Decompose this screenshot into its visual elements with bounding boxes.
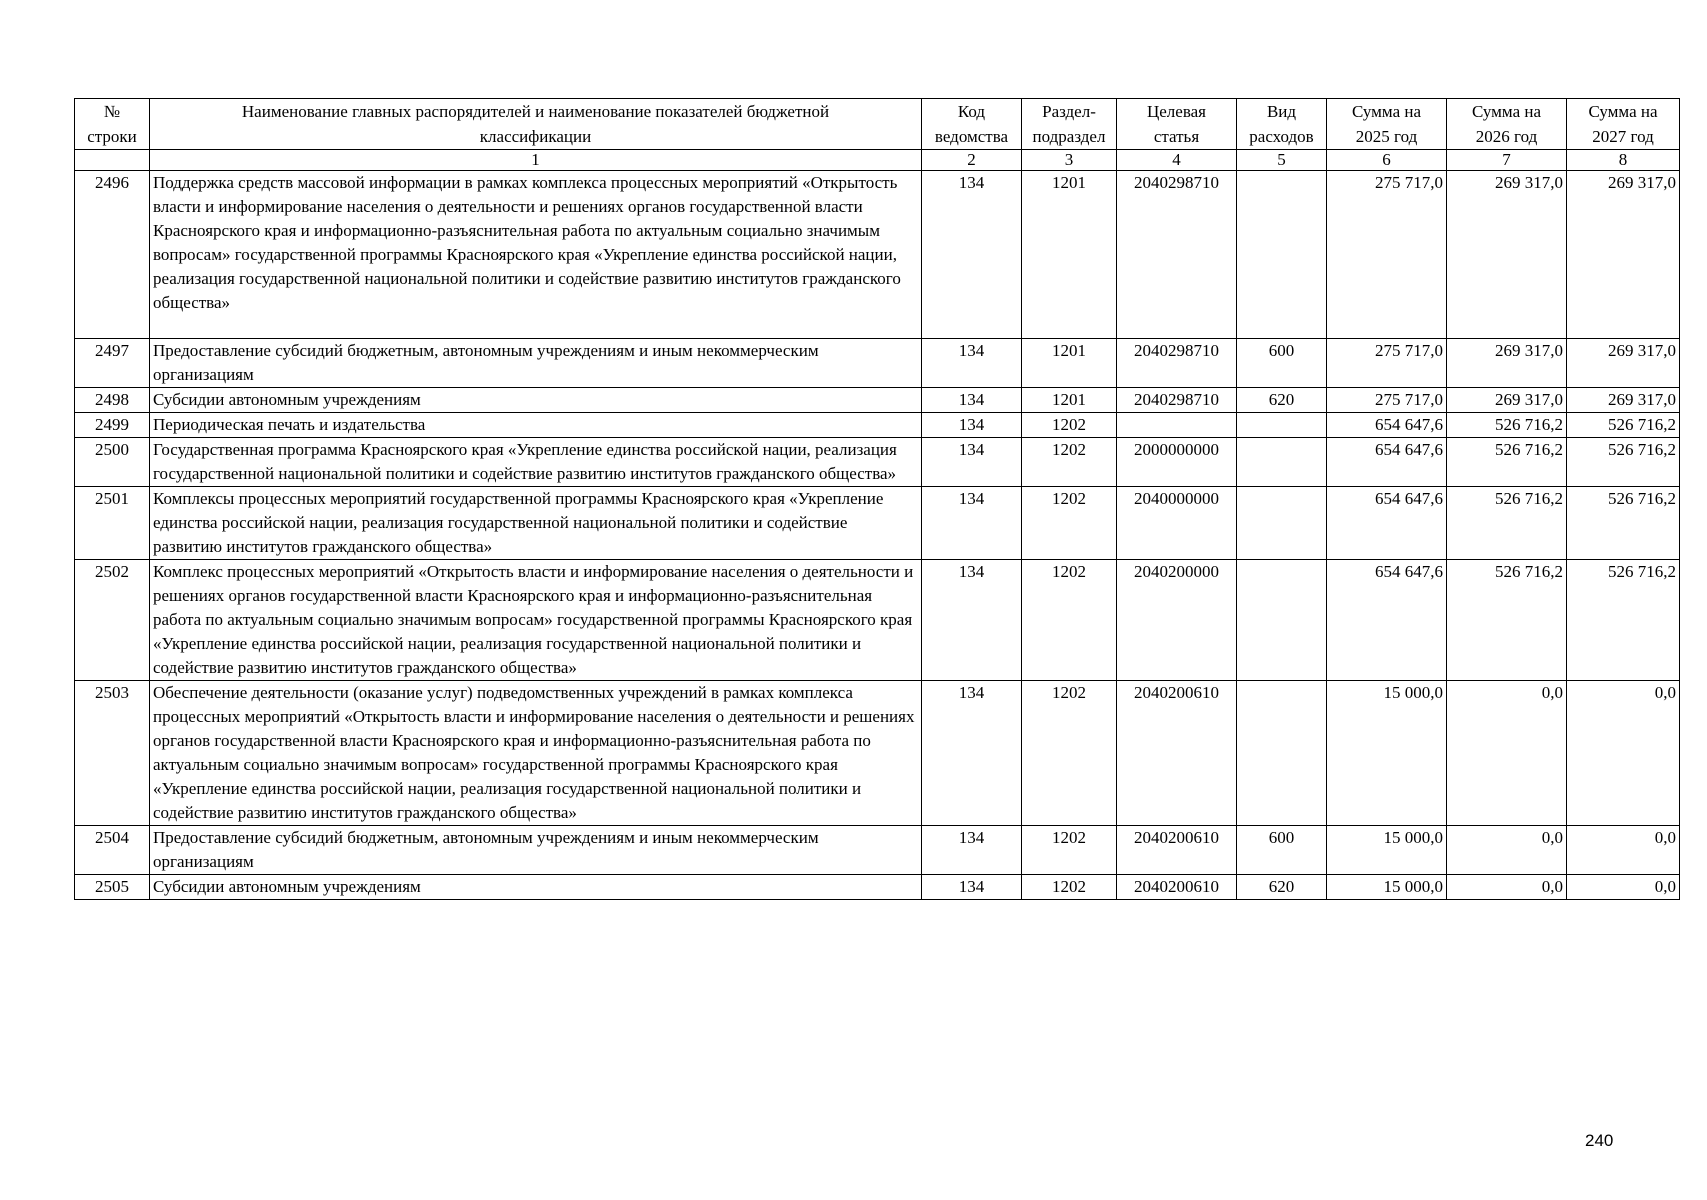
column-number: 2	[922, 150, 1022, 171]
header-target-article: Целевая статья	[1117, 99, 1237, 150]
column-number-row	[75, 150, 1680, 171]
row-sum-2027: 526 716,2	[1567, 413, 1680, 438]
row-name: Поддержка средств массовой информации в рамках комплекса процессных мероприятий «Открытость власти и информирование населения о деятельности и решениях органов государственной власти Красноярского края и информационно-разъяснительная работа по актуальным социально значимым вопросам» государственной программы Красноярского края «Укрепление единства российской нации, реализация государственной национальной политики и содействие развитию институтов гражданского общества»	[150, 171, 922, 339]
row-expense-type	[1237, 438, 1327, 487]
row-sum-2026: 526 716,2	[1447, 438, 1567, 487]
row-sum-2025: 654 647,6	[1327, 413, 1447, 438]
row-target-article: 2040298710	[1117, 171, 1237, 339]
row-sum-2026: 0,0	[1447, 681, 1567, 826]
row-name: Субсидии автономным учреждениям	[150, 388, 922, 413]
row-number: 2505	[75, 875, 150, 900]
row-dept-code: 134	[922, 413, 1022, 438]
row-expense-type: 620	[1237, 388, 1327, 413]
row-section: 1202	[1022, 681, 1117, 826]
row-target-article: 2040200610	[1117, 826, 1237, 875]
table-header-row	[75, 99, 1680, 150]
row-dept-code: 134	[922, 681, 1022, 826]
column-number: 6	[1327, 150, 1447, 171]
row-sum-2025: 15 000,0	[1327, 875, 1447, 900]
table-row	[75, 413, 1680, 438]
page-number: 240	[1585, 1131, 1614, 1150]
column-number: 4	[1117, 150, 1237, 171]
row-expense-type	[1237, 413, 1327, 438]
row-dept-code: 134	[922, 171, 1022, 339]
row-number: 2497	[75, 339, 150, 388]
row-number: 2498	[75, 388, 150, 413]
row-sum-2026: 526 716,2	[1447, 413, 1567, 438]
row-dept-code: 134	[922, 826, 1022, 875]
budget-table	[74, 98, 1680, 900]
row-expense-type: 600	[1237, 339, 1327, 388]
header-name: Наименование главных распорядителей и наименование показателей бюджетной классификации	[150, 99, 922, 150]
header-dept-code: Код ведомства	[922, 99, 1022, 150]
row-number: 2504	[75, 826, 150, 875]
row-number: 2500	[75, 438, 150, 487]
row-sum-2026: 269 317,0	[1447, 388, 1567, 413]
row-dept-code: 134	[922, 339, 1022, 388]
row-target-article: 2040000000	[1117, 487, 1237, 560]
row-expense-type	[1237, 171, 1327, 339]
row-section: 1201	[1022, 388, 1117, 413]
header-row-no: № строки	[75, 99, 150, 150]
row-section: 1202	[1022, 826, 1117, 875]
row-sum-2025: 654 647,6	[1327, 438, 1447, 487]
budget-table-container	[74, 98, 1679, 900]
row-target-article: 2040200000	[1117, 560, 1237, 681]
row-expense-type	[1237, 681, 1327, 826]
column-number: 1	[150, 150, 922, 171]
row-dept-code: 134	[922, 487, 1022, 560]
row-expense-type	[1237, 487, 1327, 560]
column-number: 3	[1022, 150, 1117, 171]
row-expense-type: 600	[1237, 826, 1327, 875]
table-row	[75, 171, 1680, 339]
row-number: 2502	[75, 560, 150, 681]
row-sum-2025: 275 717,0	[1327, 339, 1447, 388]
row-name: Периодическая печать и издательства	[150, 413, 922, 438]
row-section: 1202	[1022, 487, 1117, 560]
header-sum-2027: Сумма на 2027 год	[1567, 99, 1680, 150]
row-dept-code: 134	[922, 560, 1022, 681]
table-row	[75, 681, 1680, 826]
row-target-article: 2040298710	[1117, 339, 1237, 388]
row-sum-2027: 526 716,2	[1567, 487, 1680, 560]
row-sum-2026: 526 716,2	[1447, 487, 1567, 560]
table-row	[75, 339, 1680, 388]
row-dept-code: 134	[922, 875, 1022, 900]
row-section: 1202	[1022, 438, 1117, 487]
row-sum-2027: 0,0	[1567, 681, 1680, 826]
row-sum-2027: 269 317,0	[1567, 171, 1680, 339]
header-sum-2025: Сумма на 2025 год	[1327, 99, 1447, 150]
column-number: 5	[1237, 150, 1327, 171]
row-name: Комплекс процессных мероприятий «Открытость власти и информирование населения о деятельности и решениях органов государственной власти Красноярского края и информационно-разъяснительная работа по актуальным социально значимым вопросам» государственной программы Красноярского края «Укрепление единства российской нации, реализация государственной национальной политики и содействие развитию институтов гражданского общества»	[150, 560, 922, 681]
header-expense-type: Вид расходов	[1237, 99, 1327, 150]
row-sum-2027: 526 716,2	[1567, 438, 1680, 487]
row-section: 1202	[1022, 413, 1117, 438]
row-sum-2025: 654 647,6	[1327, 487, 1447, 560]
table-row	[75, 826, 1680, 875]
row-sum-2025: 275 717,0	[1327, 171, 1447, 339]
row-section: 1202	[1022, 875, 1117, 900]
row-target-article: 2040200610	[1117, 875, 1237, 900]
column-number	[75, 150, 150, 171]
header-sum-2026: Сумма на 2026 год	[1447, 99, 1567, 150]
row-dept-code: 134	[922, 388, 1022, 413]
row-sum-2026: 0,0	[1447, 826, 1567, 875]
row-target-article: 2040200610	[1117, 681, 1237, 826]
row-section: 1201	[1022, 339, 1117, 388]
row-section: 1201	[1022, 171, 1117, 339]
row-target-article	[1117, 413, 1237, 438]
row-section: 1202	[1022, 560, 1117, 681]
row-sum-2027: 0,0	[1567, 875, 1680, 900]
column-number: 8	[1567, 150, 1680, 171]
row-target-article: 2000000000	[1117, 438, 1237, 487]
row-target-article: 2040298710	[1117, 388, 1237, 413]
row-number: 2499	[75, 413, 150, 438]
row-dept-code: 134	[922, 438, 1022, 487]
row-sum-2026: 269 317,0	[1447, 339, 1567, 388]
row-sum-2026: 526 716,2	[1447, 560, 1567, 681]
row-name: Обеспечение деятельности (оказание услуг) подведомственных учреждений в рамках комплекса процессных мероприятий «Открытость власти и информирование населения о деятельности и решениях органов государственной власти Красноярского края и информационно-разъяснительная работа по актуальным социально значимым вопросам» государственной программы Красноярского края «Укрепление единства российской нации, реализация государственной национальной политики и содействие развитию институтов гражданского общества»	[150, 681, 922, 826]
row-sum-2026: 269 317,0	[1447, 171, 1567, 339]
header-section: Раздел- подраздел	[1022, 99, 1117, 150]
row-expense-type: 620	[1237, 875, 1327, 900]
row-name: Предоставление субсидий бюджетным, автономным учреждениям и иным некоммерческим организациям	[150, 339, 922, 388]
row-number: 2496	[75, 171, 150, 339]
row-sum-2027: 269 317,0	[1567, 388, 1680, 413]
table-row	[75, 388, 1680, 413]
row-sum-2027: 0,0	[1567, 826, 1680, 875]
table-row	[75, 875, 1680, 900]
table-row	[75, 560, 1680, 681]
row-name: Комплексы процессных мероприятий государственной программы Красноярского края «Укрепление единства российской нации, реализация государственной национальной политики и содействие развитию институтов гражданского общества»	[150, 487, 922, 560]
column-number: 7	[1447, 150, 1567, 171]
row-number: 2503	[75, 681, 150, 826]
row-expense-type	[1237, 560, 1327, 681]
row-sum-2026: 0,0	[1447, 875, 1567, 900]
table-row	[75, 487, 1680, 560]
row-sum-2027: 269 317,0	[1567, 339, 1680, 388]
row-sum-2025: 275 717,0	[1327, 388, 1447, 413]
row-sum-2025: 15 000,0	[1327, 681, 1447, 826]
row-name: Предоставление субсидий бюджетным, автономным учреждениям и иным некоммерческим организациям	[150, 826, 922, 875]
row-sum-2025: 15 000,0	[1327, 826, 1447, 875]
row-name: Субсидии автономным учреждениям	[150, 875, 922, 900]
row-sum-2025: 654 647,6	[1327, 560, 1447, 681]
row-name: Государственная программа Красноярского края «Укрепление единства российской нации, реализация государственной национальной политики и содействие развитию институтов гражданского общества»	[150, 438, 922, 487]
row-number: 2501	[75, 487, 150, 560]
table-row	[75, 438, 1680, 487]
row-sum-2027: 526 716,2	[1567, 560, 1680, 681]
